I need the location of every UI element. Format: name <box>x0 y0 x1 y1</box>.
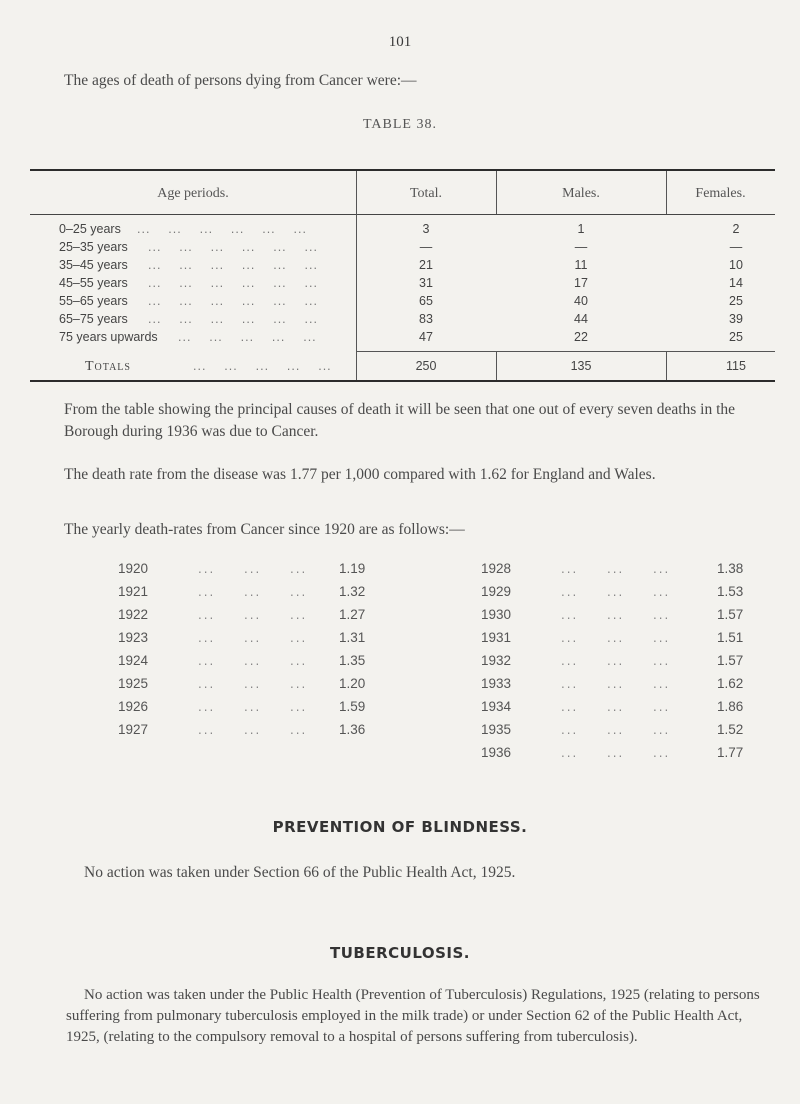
rate-year: 1936 <box>481 745 512 760</box>
table-bottom-rule <box>30 380 775 382</box>
females-cell: 2 <box>732 222 740 236</box>
rate-value: 1.59 <box>339 699 366 714</box>
rate-year: 1933 <box>481 676 512 691</box>
rate-value: 1.36 <box>339 722 366 737</box>
leader-dots: ... ... ... <box>561 722 671 737</box>
leader-dots: ... ... ... <box>561 561 671 576</box>
table-totals-rule <box>356 351 775 352</box>
rate-year: 1929 <box>481 584 512 599</box>
total-cell: 65 <box>419 294 433 308</box>
paragraph-death-rate <box>64 464 784 486</box>
rate-row <box>481 653 781 673</box>
rate-row <box>481 676 781 696</box>
leader-dots: ... ... ... <box>198 584 308 599</box>
table-header-age: Age periods. <box>157 186 229 201</box>
rate-year: 1927 <box>118 722 149 737</box>
leader-dots: ... ... ... ... ... ... <box>148 294 318 308</box>
heading-tuberculosis: TUBERCULOSIS. <box>330 944 470 962</box>
rate-year: 1926 <box>118 699 149 714</box>
rate-row <box>481 584 781 604</box>
leader-dots: ... ... ... ... ... ... <box>148 258 318 272</box>
rate-year: 1928 <box>481 561 512 576</box>
rate-value: 1.31 <box>339 630 366 645</box>
total-cell: 250 <box>415 359 437 373</box>
age-period: 75 years upwards <box>59 330 158 344</box>
rate-value: 1.35 <box>339 653 366 668</box>
age-period: 65–75 years <box>59 312 128 326</box>
rate-value: 1.53 <box>717 584 744 599</box>
males-cell: 1 <box>577 222 585 236</box>
table-row <box>30 330 775 347</box>
rate-value: 1.57 <box>717 653 744 668</box>
leader-dots: ... ... ... <box>198 653 308 668</box>
total-cell: 3 <box>422 222 430 236</box>
females-cell: 25 <box>729 330 743 344</box>
age-period: 35–45 years <box>59 258 128 272</box>
totals-label: Totals <box>85 359 131 374</box>
rate-row <box>481 745 781 765</box>
rate-row <box>118 699 418 719</box>
rate-year: 1931 <box>481 630 512 645</box>
leader-dots: ... ... ... ... ... ... <box>148 312 318 326</box>
leader-dots: ... ... ... ... ... <box>178 330 317 344</box>
males-cell: 11 <box>574 258 588 272</box>
age-period: 55–65 years <box>59 294 128 308</box>
total-cell: 31 <box>419 276 433 290</box>
rate-value: 1.62 <box>717 676 744 691</box>
rates-right-column <box>481 561 781 766</box>
leader-dots: ... ... ... ... ... <box>193 359 332 373</box>
rate-row <box>481 699 781 719</box>
table-header-males: Males. <box>562 186 600 201</box>
rate-row <box>481 630 781 650</box>
males-cell: 44 <box>574 312 588 326</box>
rate-year: 1932 <box>481 653 512 668</box>
rate-year: 1920 <box>118 561 149 576</box>
leader-dots: ... ... ... <box>561 653 671 668</box>
leader-dots: ... ... ... <box>561 745 671 760</box>
rates-left-column <box>118 561 418 741</box>
leader-dots: ... ... ... <box>561 699 671 714</box>
age-period: 25–35 years <box>59 240 128 254</box>
males-cell: 17 <box>574 276 588 290</box>
rate-row <box>118 561 418 581</box>
total-cell: 47 <box>419 330 433 344</box>
rate-row <box>481 561 781 581</box>
rate-value: 1.20 <box>339 676 366 691</box>
paragraph-proportion <box>64 399 772 443</box>
females-cell: 14 <box>729 276 743 290</box>
age-period: 45–55 years <box>59 276 128 290</box>
leader-dots: ... ... ... <box>198 699 308 714</box>
age-period: 0–25 years <box>59 222 121 236</box>
table-row <box>30 240 775 257</box>
rate-row <box>118 630 418 650</box>
females-cell: — <box>729 240 743 254</box>
table-row <box>30 258 775 275</box>
leader-dots: ... ... ... <box>561 630 671 645</box>
leader-dots: ... ... ... <box>198 607 308 622</box>
rate-year: 1930 <box>481 607 512 622</box>
leader-dots: ... ... ... <box>198 722 308 737</box>
rate-year: 1924 <box>118 653 149 668</box>
males-cell: — <box>574 240 588 254</box>
rate-value: 1.77 <box>717 745 744 760</box>
total-cell: 83 <box>419 312 433 326</box>
table-top-rule <box>30 169 775 171</box>
rate-row <box>481 607 781 627</box>
females-cell: 10 <box>729 258 743 272</box>
paragraph-blindness: No action was taken under Section 66 of the Public Health Act, 1925. <box>84 864 516 881</box>
rate-year: 1921 <box>118 584 149 599</box>
table-header-females: Females. <box>695 186 746 201</box>
females-cell: 115 <box>726 359 746 373</box>
total-cell: — <box>419 240 433 254</box>
rate-year: 1935 <box>481 722 512 737</box>
rate-value: 1.51 <box>717 630 744 645</box>
males-cell: 22 <box>574 330 588 344</box>
leader-dots: ... ... ... <box>561 676 671 691</box>
heading-prevention-of-blindness: PREVENTION OF BLINDNESS. <box>272 818 528 836</box>
page-number: 101 <box>388 34 412 50</box>
rate-value: 1.19 <box>339 561 366 576</box>
rate-value: 1.86 <box>717 699 744 714</box>
rate-value: 1.57 <box>717 607 744 622</box>
rate-value: 1.32 <box>339 584 366 599</box>
paragraph-tuberculosis <box>66 985 778 1048</box>
total-cell: 21 <box>419 258 433 272</box>
leader-dots: ... ... ... ... ... ... <box>148 276 318 290</box>
table-row <box>30 312 775 329</box>
rate-year: 1934 <box>481 699 512 714</box>
males-cell: 40 <box>574 294 588 308</box>
leader-dots: ... ... ... <box>198 630 308 645</box>
table-header-rule <box>30 214 775 215</box>
rate-value: 1.52 <box>717 722 744 737</box>
rate-year: 1922 <box>118 607 149 622</box>
paragraph-text: No action was taken under the Public Health (Prevention of Tuberculosis) Regulations, 1925 (relating to persons suffering from pulmonary tuberculosis employed in the milk trade) or under Section 62 of the Public Health Act, 1925, (relating to the compulsory removal to a hospital of persons suffering from tuberculosis). <box>66 987 760 1045</box>
leader-dots: ... ... ... ... ... ... <box>148 240 318 254</box>
rate-row <box>481 722 781 742</box>
rate-row <box>118 653 418 673</box>
rate-value: 1.38 <box>717 561 744 576</box>
leader-dots: ... ... ... <box>561 607 671 622</box>
paragraph-yearly-intro: The yearly death-rates from Cancer since 1920 are as follows:— <box>64 521 465 538</box>
females-cell: 39 <box>729 312 743 326</box>
leader-dots: ... ... ... <box>561 584 671 599</box>
rate-year: 1925 <box>118 676 149 691</box>
rate-row <box>118 676 418 696</box>
females-cell: 25 <box>729 294 743 308</box>
leader-dots: ... ... ... <box>198 676 308 691</box>
rate-year: 1923 <box>118 630 149 645</box>
leader-dots: ... ... ... ... ... ... <box>137 222 307 236</box>
rate-row <box>118 584 418 604</box>
table-header-total: Total. <box>409 186 443 201</box>
rate-value: 1.27 <box>339 607 366 622</box>
intro-text: The ages of death of persons dying from Cancer were:— <box>64 72 417 89</box>
paragraph-text: The death rate from the disease was 1.77 per 1,000 compared with 1.62 for England and Wales. <box>64 466 656 483</box>
males-cell: 135 <box>570 359 592 373</box>
table-row <box>30 222 775 239</box>
rate-row <box>118 607 418 627</box>
table-row <box>30 276 775 293</box>
paragraph-text: From the table showing the principal causes of death it will be seen that one out of every seven deaths in the Borough during 1936 was due to Cancer. <box>64 401 736 440</box>
table-caption: TABLE 38. <box>363 117 437 132</box>
rate-row <box>118 722 418 742</box>
leader-dots: ... ... ... <box>198 561 308 576</box>
table-row <box>30 294 775 311</box>
table-totals-row <box>30 359 775 376</box>
